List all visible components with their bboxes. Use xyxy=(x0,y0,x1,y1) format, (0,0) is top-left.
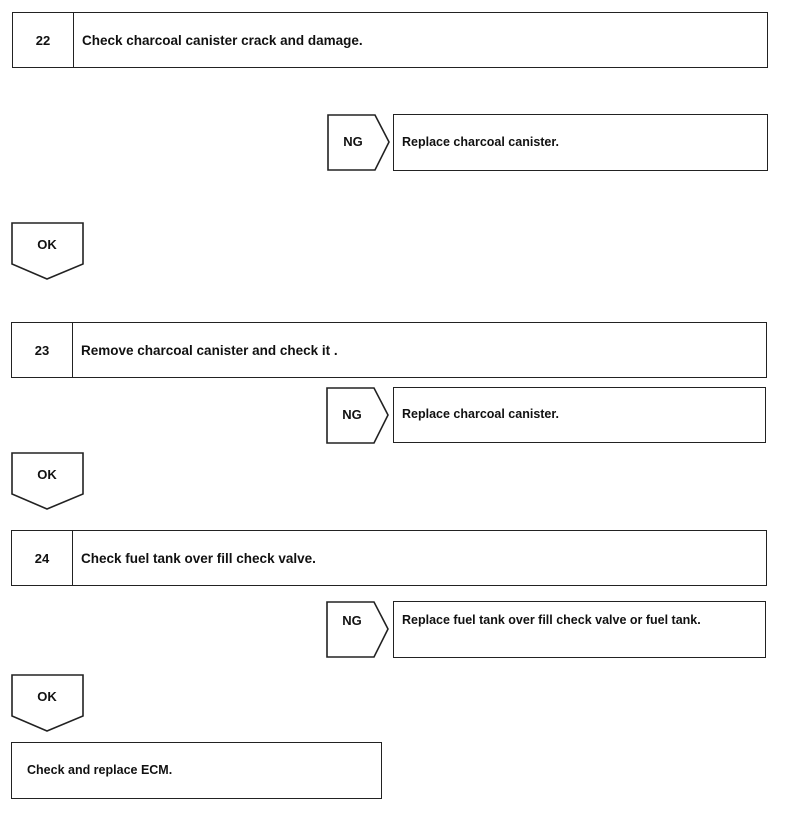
step-24-box xyxy=(11,530,767,586)
ok-label: OK xyxy=(37,689,57,704)
step-text: Remove charcoal canister and check it . xyxy=(81,342,338,358)
ng-arrow-icon xyxy=(326,601,390,658)
ng-action-box: Replace fuel tank over fill check valve or fuel tank. xyxy=(393,601,766,658)
ng-action-box: Replace charcoal canister. xyxy=(393,114,768,171)
ng-label: NG xyxy=(342,407,362,422)
step-text: Check charcoal canister crack and damage. xyxy=(82,32,363,48)
ng-action-box: Replace charcoal canister. xyxy=(393,387,766,443)
step-23-box xyxy=(11,322,767,378)
ok-label: OK xyxy=(37,237,57,252)
final-action-box: Check and replace ECM. xyxy=(11,742,382,799)
ng-label: NG xyxy=(342,613,362,628)
step-22-box xyxy=(12,12,768,68)
step-number: 22 xyxy=(13,13,74,67)
ng-label: NG xyxy=(343,134,363,149)
ok-label: OK xyxy=(37,467,57,482)
step-number: 24 xyxy=(12,531,73,585)
step-text: Check fuel tank over fill check valve. xyxy=(81,550,316,566)
step-number: 23 xyxy=(12,323,73,377)
